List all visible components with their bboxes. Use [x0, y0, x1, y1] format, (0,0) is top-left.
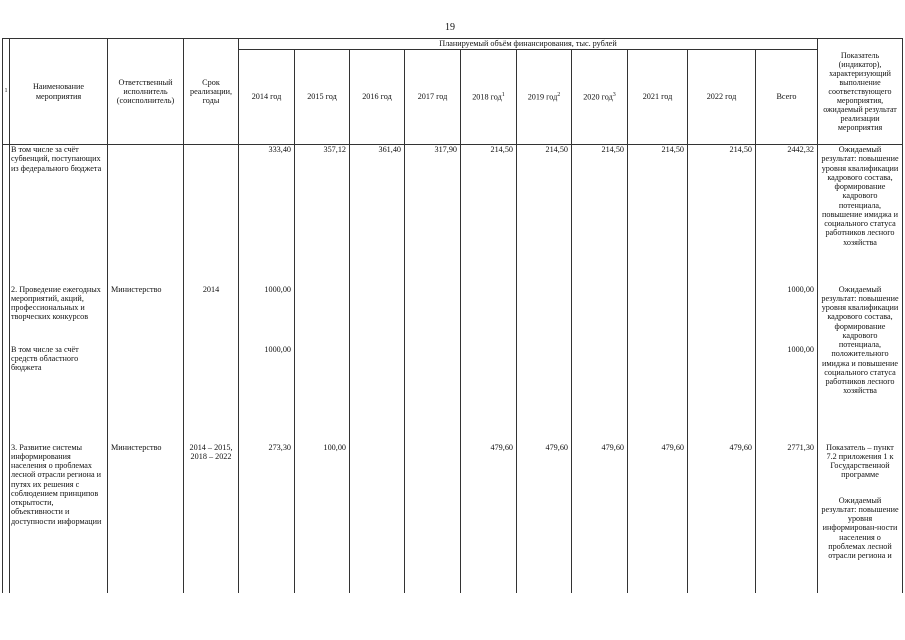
cell-value: 214,50 [572, 145, 628, 285]
indicator-text: Ожидаемый результат: повышение уровня информирован-ности населения о проблемах лесной отрасли региона и [821, 495, 899, 561]
header-year: 2021 год [628, 50, 688, 145]
header-year: 2020 год$^3$ [572, 50, 628, 145]
row-name: В том числе за счёт субвенций, поступающих из федерального бюджета [10, 145, 108, 285]
cell-value: 361,40 [350, 145, 405, 285]
cell-value: 479,60 [461, 443, 517, 593]
header-year: 2016 год [350, 50, 405, 145]
cell-value: 273,30 [239, 443, 295, 593]
table-row [3, 145, 903, 285]
cell-value: 333,40 [239, 145, 295, 285]
cell-value: 479,60 [572, 443, 628, 593]
cell-total: 1000,00 [756, 345, 818, 443]
cell-value: 214,50 [688, 145, 756, 285]
cell-value: 357,12 [295, 145, 350, 285]
row-name: 3. Развитие системы информирования населения о проблемах лесной отрасли региона и путях их решения с соблюдением принципов открытости, объективности и доступности информации [10, 443, 108, 593]
header-financing: Планируемый объём финансирования, тыс. рублей [239, 39, 818, 50]
row-indicator: Ожидаемый результат: повышение уровня квалификации кадрового состава, формирование кадрового потенциала, повышение имиджа и социального статуса работников лесного хозяйства [818, 145, 903, 285]
table-row [3, 443, 903, 593]
cell-total: 2771,30 [756, 443, 818, 593]
row-term: 2014 [184, 285, 239, 345]
row-name: В том числе за счёт средств областного бюджета [10, 345, 108, 443]
cell-total: 2442,32 [756, 145, 818, 285]
header-year: 2015 год [295, 50, 350, 145]
header-term: Срок реализации, годы [184, 39, 239, 145]
header-year: 2019 год$^2$ [517, 50, 572, 145]
header-executor: Ответственный исполнитель (соисполнитель) [108, 39, 184, 145]
header-year: 2014 год [239, 50, 295, 145]
cell-value: 100,00 [295, 443, 350, 593]
cell-value: 317,90 [405, 145, 461, 285]
cell-value: 479,60 [688, 443, 756, 593]
cell-value: 1000,00 [239, 285, 295, 345]
cell-value: 214,50 [628, 145, 688, 285]
cell-value: 479,60 [517, 443, 572, 593]
page-number: 19 [445, 22, 455, 33]
header-indicator: Показатель (индикатор), характеризующий выполнение соответствующего мероприятия, ожидаемый результат реализации мероприятия [818, 39, 903, 145]
cell-value: 479,60 [628, 443, 688, 593]
header-year: 2022 год [688, 50, 756, 145]
header-year: 2017 год [405, 50, 461, 145]
row-executor: Министерство [108, 443, 184, 593]
table-row [3, 285, 903, 345]
row-indicator: Ожидаемый результат: повышение уровня квалификации кадрового состава, формирование кадрового потенциала, положительного имиджа и повышение социального статуса работников лесного хозяйства [818, 285, 903, 443]
header-total: Всего [756, 50, 818, 145]
header-no: 1 [3, 39, 10, 145]
cell-value: 1000,00 [239, 345, 295, 443]
cell-value: 214,50 [461, 145, 517, 285]
cell-value: 214,50 [517, 145, 572, 285]
row-executor: Министерство [108, 285, 184, 345]
row-term: 2014 – 2015, 2018 – 2022 [184, 443, 239, 593]
row-name: 2. Проведение ежегодных мероприятий, акций, профессиональных и творческих конкурсов [10, 285, 108, 345]
table-row [3, 345, 903, 443]
indicator-text: Показатель – пункт 7.2 приложения 1 к Государственной программе [826, 442, 894, 480]
cell-total: 1000,00 [756, 285, 818, 345]
header-name: Наименование мероприятия [10, 39, 108, 145]
financing-table [2, 38, 903, 593]
header-year: 2018 год$^1$ [461, 50, 517, 145]
row-indicator [818, 443, 903, 593]
